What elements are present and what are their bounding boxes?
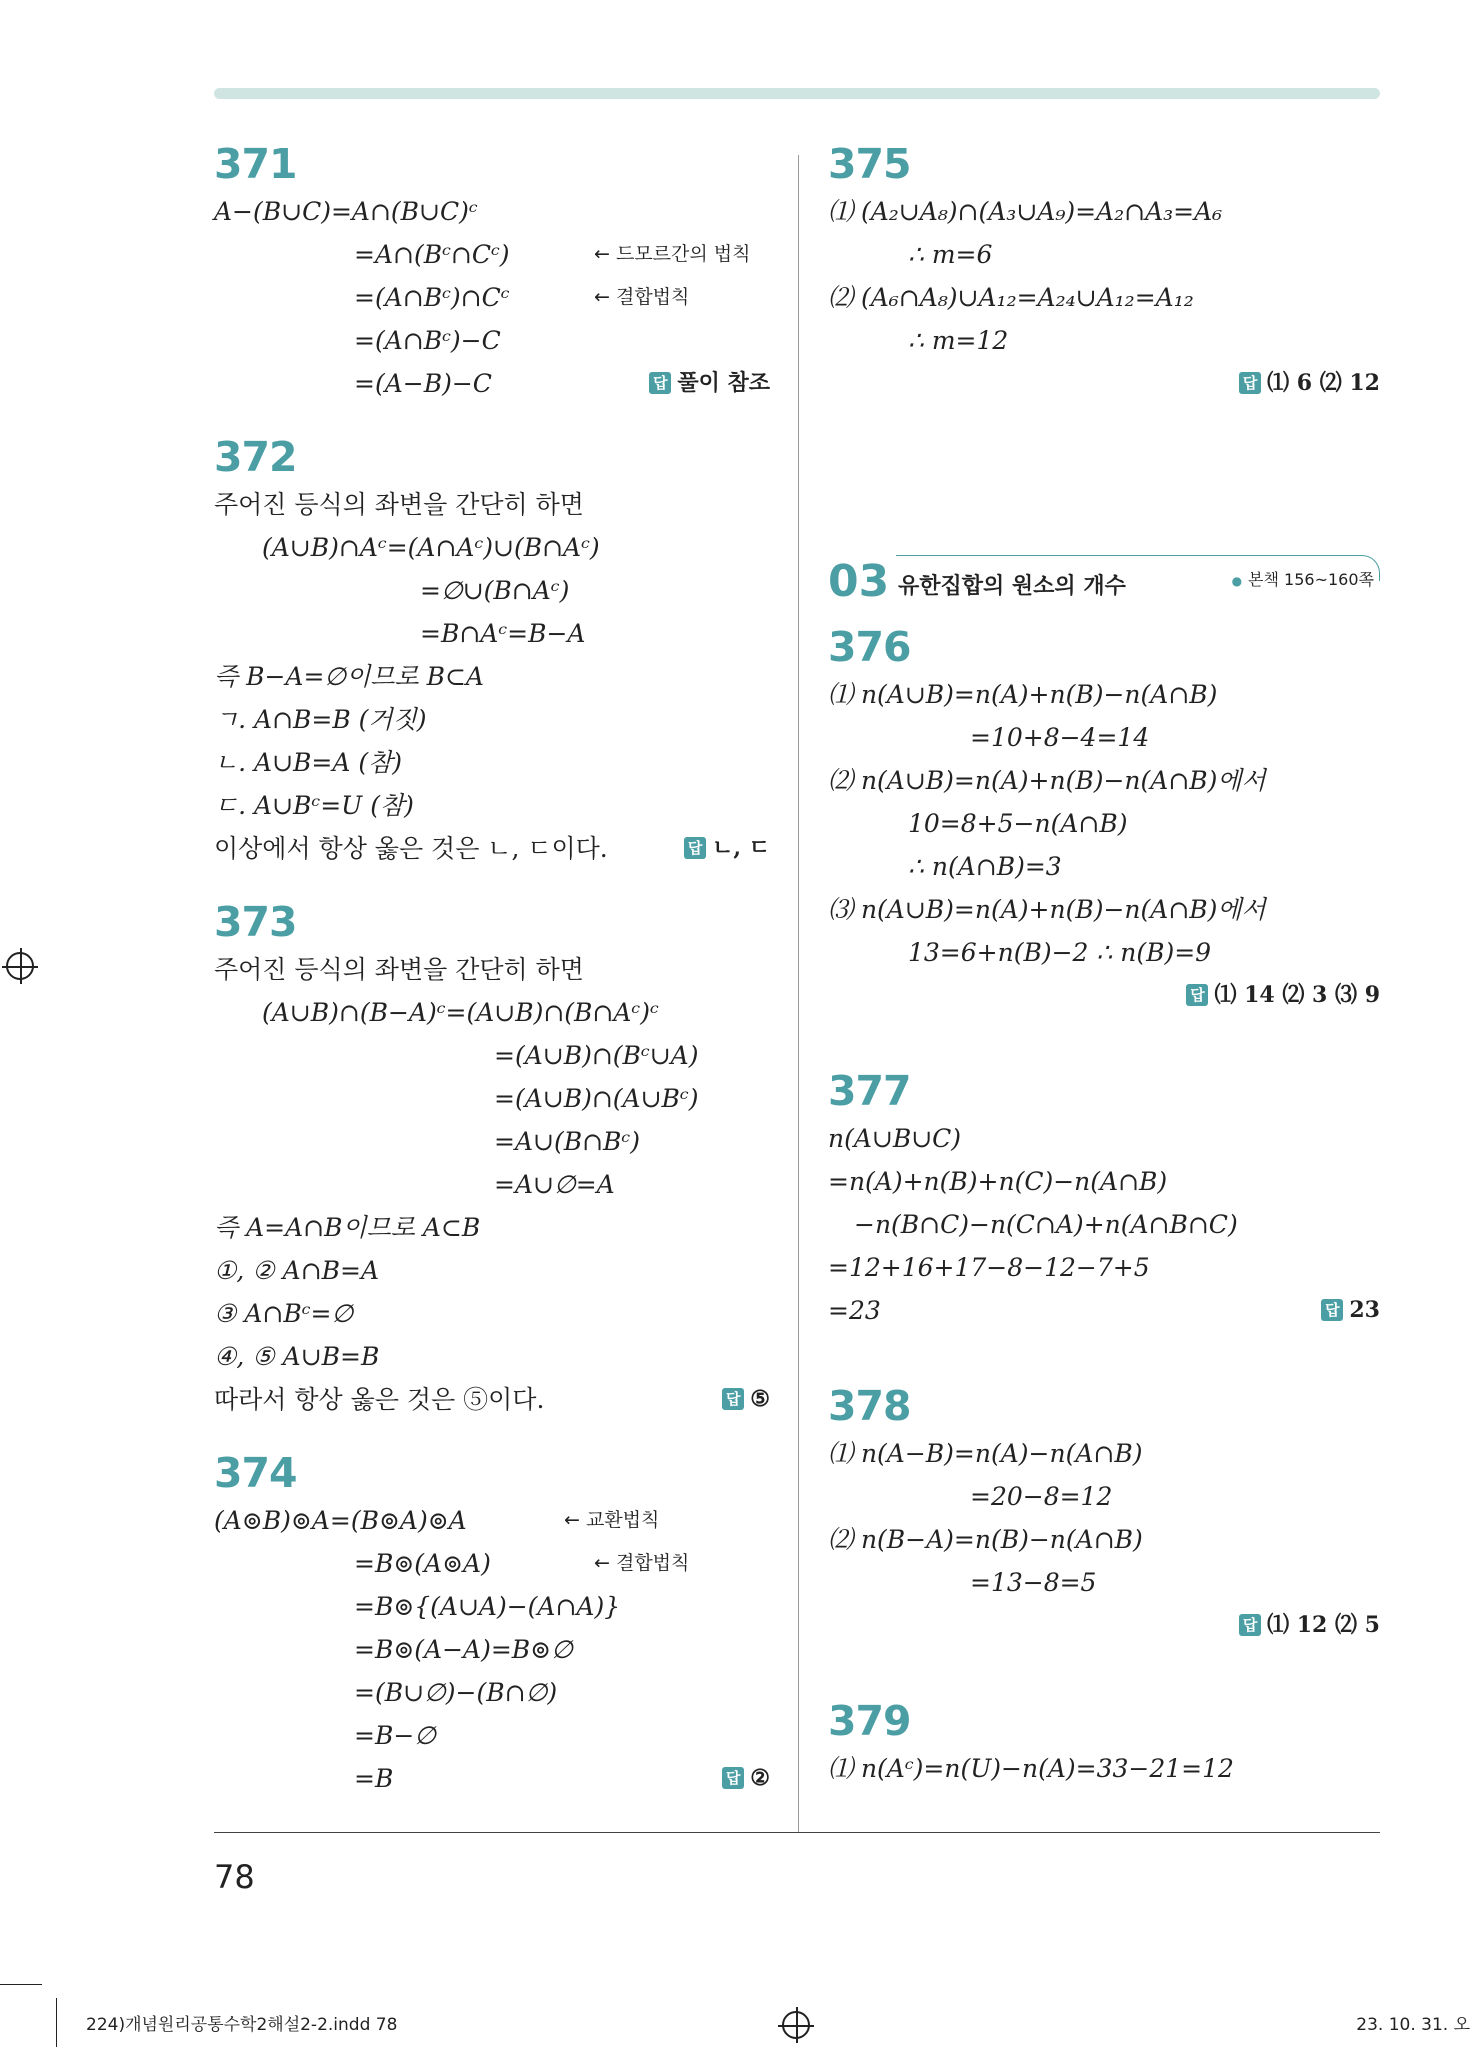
solution-text: =B∩Aᶜ=B−A — [420, 619, 586, 648]
solution-text: ⑵ n(A∪B)=n(A)+n(B)−n(A∩B)에서 — [828, 766, 1266, 795]
solution-line — [214, 948, 770, 991]
solution-text: =n(A)+n(B)+n(C)−n(A∩B) — [828, 1167, 1168, 1196]
problem-number: 376 — [828, 623, 911, 671]
answer — [1186, 974, 1380, 1017]
crop-mark — [0, 1984, 42, 1985]
solution-line — [828, 1604, 1380, 1647]
answer-value: ⑴ 14 ⑵ 3 ⑶ 9 — [1214, 982, 1380, 1008]
problem-371 — [214, 140, 770, 405]
solution-line — [828, 1747, 1380, 1790]
registration-mark-icon — [782, 2011, 810, 2039]
section-reference: ● 본책 156~160쪽 — [1232, 567, 1374, 590]
solution-line — [214, 1542, 770, 1585]
solution-text: =(A∪B)∩(Bᶜ∪A) — [494, 1041, 699, 1070]
problem-number: 374 — [214, 1449, 297, 1497]
answer — [684, 827, 770, 870]
answer-value: ㄴ, ㄷ — [712, 835, 770, 861]
side-note: ← 결합법칙 — [594, 1552, 690, 1574]
solution-text: A−(B∪C)=A∩(B∪C)ᶜ — [214, 197, 478, 226]
solution-line — [214, 483, 770, 526]
solution-line — [214, 319, 770, 362]
solution-text: =(A∪B)∩(A∪Bᶜ) — [494, 1084, 699, 1113]
side-note: ← 드모르간의 법칙 — [594, 243, 751, 265]
problem-number: 378 — [828, 1382, 911, 1430]
solution-text: 주어진 등식의 좌변을 간단히 하면 — [214, 490, 584, 519]
problem-number: 379 — [828, 1697, 911, 1745]
solution-text: ∴ n(A∩B)=3 — [908, 852, 1062, 881]
solution-text: 주어진 등식의 좌변을 간단히 하면 — [214, 955, 584, 984]
solution-line — [214, 1585, 770, 1628]
solution-text: (A⊚B)⊚A=(B⊚A)⊚A — [214, 1506, 467, 1535]
problem-378 — [828, 1382, 1380, 1647]
answer — [722, 1757, 770, 1800]
answer — [722, 1378, 770, 1421]
solution-line — [214, 1628, 770, 1671]
answer-tag-icon: 답 — [684, 837, 706, 859]
answer — [1321, 1289, 1380, 1332]
solution-text: n(A∪B∪C) — [828, 1124, 962, 1153]
solution-text: (A∪B)∩(B−A)ᶜ=(A∪B)∩(B∩Aᶜ)ᶜ — [262, 998, 659, 1027]
solution-line — [828, 845, 1380, 888]
solution-line — [828, 974, 1380, 1017]
solution-text: 10=8+5−n(A∩B) — [908, 809, 1128, 838]
problem-number: 373 — [214, 898, 297, 946]
answer-value: 풀이 참조 — [677, 370, 770, 396]
solution-text: =B−∅ — [354, 1721, 437, 1750]
answer-tag-icon: 답 — [1321, 1299, 1343, 1321]
solution-text: =∅∪(B∩Aᶜ) — [420, 576, 570, 605]
solution-text: −n(B∩C)−n(C∩A)+n(A∩B∩C) — [854, 1210, 1238, 1239]
solution-line — [828, 1160, 1380, 1203]
solution-line — [828, 276, 1380, 319]
problem-379 — [828, 1697, 1380, 1790]
solution-line — [214, 1163, 770, 1206]
solution-text: ⑴ (A₂∪A₈)∩(A₃∪A₉)=A₂∩A₃=A₆ — [828, 197, 1223, 226]
solution-line — [828, 190, 1380, 233]
crop-mark — [56, 1998, 57, 2047]
solution-line — [214, 190, 770, 233]
solution-text: =23 — [828, 1296, 881, 1325]
solution-text: =12+16+17−8−12−7+5 — [828, 1253, 1150, 1282]
answer — [1239, 362, 1380, 405]
answer-tag-icon: 답 — [649, 372, 671, 394]
solution-text: =B⊚(A⊚A) — [354, 1549, 491, 1578]
solution-line — [828, 931, 1380, 974]
registration-mark-icon — [6, 952, 34, 980]
solution-text: ㄱ. A∩B=B (거짓) — [214, 705, 427, 734]
solution-text: =(A∩Bᶜ)−C — [354, 326, 501, 355]
solution-line — [214, 612, 770, 655]
answer-tag-icon: 답 — [1239, 1614, 1261, 1636]
answer-tag-icon: 답 — [722, 1388, 744, 1410]
answer — [649, 362, 770, 405]
answer-value: ⑤ — [750, 1386, 770, 1412]
solution-text: =10+8−4=14 — [970, 723, 1150, 752]
side-note: ← 교환법칙 — [564, 1509, 660, 1531]
solution-line — [214, 1499, 770, 1542]
answer-tag-icon: 답 — [1186, 984, 1208, 1006]
solution-line — [828, 1432, 1380, 1475]
solution-text: ④, ⑤ A∪B=B — [214, 1342, 380, 1371]
answer-value: 23 — [1349, 1297, 1380, 1323]
solution-line — [214, 991, 770, 1034]
left-column — [214, 140, 770, 1800]
column-divider — [798, 155, 799, 1833]
solution-line — [214, 655, 770, 698]
solution-text: =20−8=12 — [970, 1482, 1113, 1511]
answer-value: ⑴ 6 ⑵ 12 — [1267, 370, 1380, 396]
answer-value: ⑴ 12 ⑵ 5 — [1267, 1612, 1380, 1638]
solution-line — [214, 827, 770, 870]
solution-text: ∴ m=6 — [908, 240, 993, 269]
solution-line — [828, 1475, 1380, 1518]
problem-374 — [214, 1449, 770, 1800]
solution-line — [828, 759, 1380, 802]
solution-text: =A∪(B∩Bᶜ) — [494, 1127, 640, 1156]
solution-text: 이상에서 항상 옳은 것은 ㄴ, ㄷ이다. — [214, 834, 608, 863]
solution-text: 즉 A=A∩B이므로 A⊂B — [214, 1213, 481, 1242]
solution-text: =A∪∅=A — [494, 1170, 615, 1199]
answer-value: ② — [750, 1765, 770, 1791]
solution-line — [214, 362, 770, 405]
solution-text: ㄴ. A∪B=A (참) — [214, 748, 403, 777]
solution-text: ⑴ n(A∪B)=n(A)+n(B)−n(A∩B) — [828, 680, 1218, 709]
problem-373 — [214, 898, 770, 1421]
solution-line — [214, 1714, 770, 1757]
solution-text: ③ A∩Bᶜ=∅ — [214, 1299, 354, 1328]
answer-tag-icon: 답 — [1239, 372, 1261, 394]
solution-text: ⑵ n(B−A)=n(B)−n(A∩B) — [828, 1525, 1143, 1554]
solution-line — [214, 1378, 770, 1421]
problem-number: 375 — [828, 140, 911, 188]
problem-number: 377 — [828, 1067, 911, 1115]
solution-text: =(B∪∅)−(B∩∅) — [354, 1678, 558, 1707]
solution-line — [828, 673, 1380, 716]
problem-number: 371 — [214, 140, 297, 188]
solution-text: 13=6+n(B)−2 ∴ n(B)=9 — [908, 938, 1212, 967]
solution-line — [214, 569, 770, 612]
solution-line — [214, 526, 770, 569]
answer — [1239, 1604, 1380, 1647]
solution-line — [828, 1246, 1380, 1289]
solution-text: 즉 B−A=∅이므로 B⊂A — [214, 662, 484, 691]
answer-tag-icon: 답 — [722, 1767, 744, 1789]
solution-line — [828, 716, 1380, 759]
solution-line — [214, 741, 770, 784]
solution-line — [214, 1249, 770, 1292]
solution-line — [828, 1561, 1380, 1604]
solution-line — [214, 1077, 770, 1120]
solution-text: ⑴ n(Aᶜ)=n(U)−n(A)=33−21=12 — [828, 1754, 1234, 1783]
solution-text: =(A∩Bᶜ)∩Cᶜ — [354, 283, 510, 312]
solution-text: =B — [354, 1764, 394, 1793]
solution-text: ⑶ n(A∪B)=n(A)+n(B)−n(A∩B)에서 — [828, 895, 1266, 924]
solution-text: =A∩(Bᶜ∩Cᶜ) — [354, 240, 510, 269]
bottom-rule — [214, 1832, 1380, 1833]
footer-filename: 224)개념원리공통수학2해설2-2.indd 78 — [86, 2015, 398, 2035]
solution-line — [214, 233, 770, 276]
solution-text: ㄷ. A∪Bᶜ=U (참) — [214, 791, 414, 820]
solution-line — [214, 1671, 770, 1714]
solution-line — [214, 784, 770, 827]
solution-text: (A∪B)∩Aᶜ=(A∩Aᶜ)∪(B∩Aᶜ) — [262, 533, 600, 562]
problem-376 — [828, 623, 1380, 1017]
problem-375 — [828, 140, 1380, 405]
solution-line — [214, 1120, 770, 1163]
solution-line — [828, 1117, 1380, 1160]
solution-text: ⑵ (A₆∩A₈)∪A₁₂=A₂₄∪A₁₂=A₁₂ — [828, 283, 1194, 312]
solution-text: =13−8=5 — [970, 1568, 1097, 1597]
solution-line — [214, 1034, 770, 1077]
side-note: ← 결합법칙 — [594, 286, 690, 308]
section-title: 유한집합의 원소의 개수 — [898, 574, 1126, 599]
problem-372 — [214, 433, 770, 870]
solution-text: =B⊚{(A∪A)−(A∩A)} — [354, 1592, 621, 1621]
problem-number: 372 — [214, 433, 297, 481]
solution-line — [214, 276, 770, 319]
problem-377 — [828, 1067, 1380, 1332]
solution-line — [828, 233, 1380, 276]
page-number: 78 — [214, 1858, 255, 1896]
solution-line — [828, 1203, 1380, 1246]
section-header — [828, 555, 1380, 609]
solution-line — [828, 319, 1380, 362]
top-color-bar — [214, 88, 1380, 99]
solution-line — [214, 1292, 770, 1335]
solution-line — [214, 1757, 770, 1800]
section-number: 03 — [828, 556, 890, 607]
solution-text: ⑴ n(A−B)=n(A)−n(A∩B) — [828, 1439, 1143, 1468]
solution-line — [214, 698, 770, 741]
right-column — [828, 140, 1380, 1790]
solution-text: =B⊚(A−A)=B⊚∅ — [354, 1635, 573, 1664]
solution-text: 따라서 항상 옳은 것은 ⑤이다. — [214, 1385, 545, 1414]
solution-line — [214, 1206, 770, 1249]
solution-line — [828, 1289, 1380, 1332]
solution-line — [828, 888, 1380, 931]
solution-text: ①, ② A∩B=A — [214, 1256, 380, 1285]
footer-date: 23. 10. 31. 오 — [1356, 2015, 1470, 2035]
solution-line — [828, 362, 1380, 405]
solution-line — [828, 802, 1380, 845]
solution-line — [214, 1335, 770, 1378]
solution-line — [828, 1518, 1380, 1561]
solution-text: =(A−B)−C — [354, 369, 492, 398]
solution-text: ∴ m=12 — [908, 326, 1009, 355]
